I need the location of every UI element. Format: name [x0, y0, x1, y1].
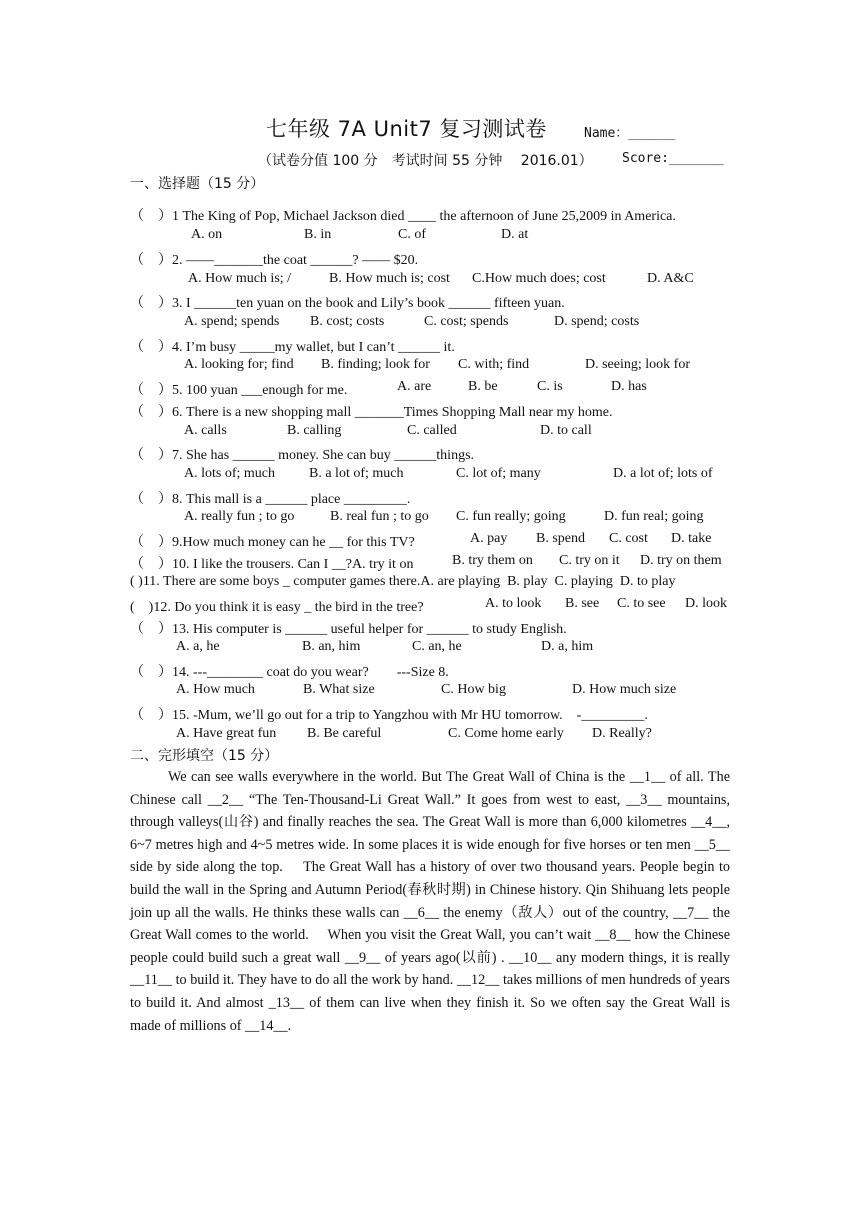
question-5-option-d: D. has: [611, 379, 647, 394]
exam-subtitle: （试卷分值 100 分 考试时间 55 分钟 2016.01）: [258, 153, 593, 169]
question-15-stem: （ ）15. -Mum, we’ll go out for a trip to Yangzhou with Mr HU tomorrow. -_________.: [130, 708, 648, 723]
question-6-stem: （ ）6. There is a new shopping mall _______Times Shopping Mall near my home.: [130, 405, 613, 420]
question-2-stem: （ ）2. ——_______the coat ______? —— $20.: [130, 253, 419, 268]
question-4-option-b: B. finding; look for: [321, 357, 430, 372]
question-12-option-d: D. look: [685, 596, 727, 611]
question-2-option-b: B. How much is; cost: [329, 271, 450, 286]
question-8-option-a: A. really fun ; to go: [184, 509, 295, 524]
cloze-passage: [130, 766, 730, 1037]
question-14-option-c: C. How big: [441, 682, 506, 697]
question-6-option-b: B. calling: [287, 423, 342, 438]
question-1-option-b: B. in: [304, 227, 332, 242]
question-6-option-a: A. calls: [184, 423, 227, 438]
question-3-option-b: B. cost; costs: [310, 314, 385, 329]
question-1-option-a: A. on: [191, 227, 223, 242]
question-13-option-c: C. an, he: [412, 639, 462, 654]
exam-title: 七年级 7A Unit7 复习测试卷: [266, 117, 547, 141]
question-7-option-a: A. lots of; much: [184, 466, 275, 481]
question-5-stem: （ ）5. 100 yuan ___enough for me.: [130, 383, 348, 398]
question-7-option-d: D. a lot of; lots of: [613, 466, 713, 481]
question-14-option-d: D. How much size: [572, 682, 677, 697]
question-9-stem: （ ）9.How much money can he __ for this TV?: [130, 535, 415, 550]
question-14-option-a: A. How much: [176, 682, 255, 697]
question-1-stem: （ ）1 The King of Pop, Michael Jackson died ____ the afternoon of June 25,2009 in America.: [130, 209, 676, 224]
cloze-passage-text: We can see walls everywhere in the world. But The Great Wall of China is the __1__ of all. The Chinese call __2__ “The Ten-Thousand-Li Great Wall.” It goes from west to east, __3__ mountains, through valleys(山谷) and finally reaches the sea. The Great Wall is more than 6,000 kilometres __4__, 6~7 metres high and 4~5 metres wide. In some places it is wide enough for five horses or ten men __5__ side by side along the top. The Great Wall has a history of over two thousand years. People begin to build the wall in the Spring and Autumn Period(春秋时期) in Chinese history. Qin Shihuang lets people join up all the walls. He thinks these walls can __6__ the enemy（敌人）out of the country, __7__ the Great Wall comes to the world. When you visit the Great Wall, you can’t wait __8__ how the Chinese people could build such a great wall __9__ of years ago(以前) . __10__ any modern things, it is really __11__ to build it. They have to do all the work by hand. __12__ takes millions of men hundreds of years to build it. And almost _13__ of them can live when they finish it. So we often say the Great Wall is made of millions of __14__.: [130, 769, 730, 1034]
question-12-option-c: C. to see: [617, 596, 666, 611]
question-8-stem: （ ）8. This mall is a ______ place _________.: [130, 492, 411, 507]
question-9-option-a: A. pay: [470, 531, 508, 546]
question-2-option-a: A. How much is; /: [188, 271, 292, 286]
question-15-option-c: C. Come home early: [448, 726, 564, 741]
question-10-option-b: B. try them on: [452, 553, 533, 568]
question-15-option-b: B. Be careful: [307, 726, 382, 741]
question-6-option-d: D. to call: [540, 423, 592, 438]
question-10-option-c: C. try on it: [559, 553, 620, 568]
question-4-option-d: D. seeing; look for: [585, 357, 690, 372]
question-5-option-a: A. are: [397, 379, 432, 394]
question-1-option-c: C. of: [398, 227, 426, 242]
question-3-option-a: A. spend; spends: [184, 314, 280, 329]
question-12-option-b: B. see: [565, 596, 600, 611]
question-5-option-b: B. be: [468, 379, 498, 394]
question-13-option-a: A. a, he: [176, 639, 220, 654]
question-13-option-b: B. an, him: [302, 639, 361, 654]
name-field-label: Name：______: [584, 126, 676, 141]
section-heading-cloze: 二、完形填空（15 分）: [130, 748, 279, 764]
question-2-option-c: C.How much does; cost: [472, 271, 606, 286]
question-13-option-d: D. a, him: [541, 639, 594, 654]
question-8-option-b: B. real fun ; to go: [330, 509, 429, 524]
section-heading-multiple-choice: 一、选择题（15 分）: [130, 176, 265, 192]
question-9-option-d: D. take: [671, 531, 712, 546]
question-4-option-c: C. with; find: [458, 357, 530, 372]
question-8-option-c: C. fun really; going: [456, 509, 566, 524]
question-11-line: ( )11. There are some boys _ computer games there.A. are playing B. play C. playing D. to play: [130, 574, 676, 589]
question-7-option-c: C. lot of; many: [456, 466, 541, 481]
question-10-option-d: D. try on them: [640, 553, 722, 568]
question-15-option-d: D. Really?: [592, 726, 652, 741]
question-3-stem: （ ）3. I ______ten yuan on the book and Lily’s book ______ fifteen yuan.: [130, 296, 565, 311]
question-13-stem: （ ）13. His computer is ______ useful helper for ______ to study English.: [130, 622, 567, 637]
question-14-stem: （ ）14. ---________ coat do you wear? ---Size 8.: [130, 665, 449, 680]
question-10-stem: （ ）10. I like the trousers. Can I __?A. try it on: [130, 557, 414, 572]
question-14-option-b: B. What size: [303, 682, 375, 697]
question-4-option-a: A. looking for; find: [184, 357, 294, 372]
question-4-stem: （ ）4. I’m busy _____my wallet, but I can’t ______ it.: [130, 340, 455, 355]
question-9-option-c: C. cost: [609, 531, 648, 546]
question-7-option-b: B. a lot of; much: [309, 466, 404, 481]
question-5-option-c: C. is: [537, 379, 563, 394]
question-9-option-b: B. spend: [536, 531, 585, 546]
question-15-option-a: A. Have great fun: [176, 726, 277, 741]
question-8-option-d: D. fun real; going: [604, 509, 704, 524]
score-field-label: Score:_______: [622, 151, 724, 166]
question-3-option-d: D. spend; costs: [554, 314, 640, 329]
question-7-stem: （ ）7. She has ______ money. She can buy ______things.: [130, 448, 475, 463]
question-6-option-c: C. called: [407, 423, 457, 438]
question-3-option-c: C. cost; spends: [424, 314, 509, 329]
question-2-option-d: D. A&C: [647, 271, 694, 286]
question-1-option-d: D. at: [501, 227, 529, 242]
question-12-stem: ( )12. Do you think it is easy _ the bird in the tree?: [130, 600, 424, 615]
question-12-option-a: A. to look: [485, 596, 542, 611]
